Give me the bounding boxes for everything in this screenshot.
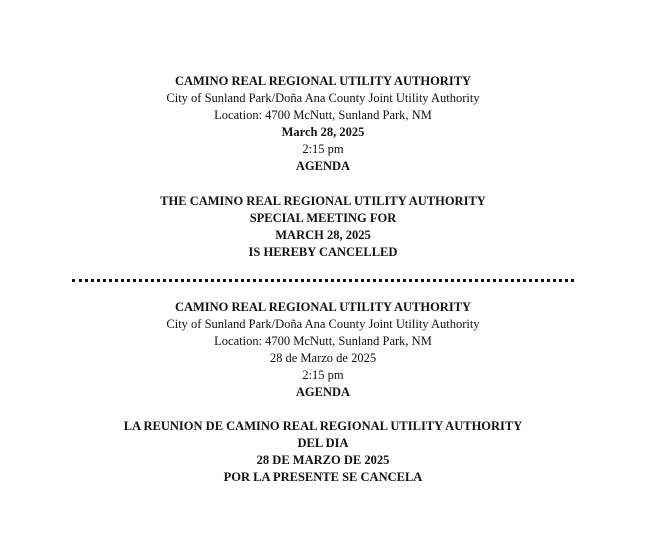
- notice-line: IS HEREBY CANCELLED: [248, 245, 398, 259]
- joint-authority-name: City of Sunland Park/Doña Ana County Joint Utility Authority: [166, 91, 480, 105]
- meeting-time: 2:15 pm: [302, 368, 344, 382]
- meeting-date: March 28, 2025: [281, 125, 365, 139]
- joint-authority-name: City of Sunland Park/Doña Ana County Joint Utility Authority: [166, 317, 480, 331]
- notice-line: THE CAMINO REAL REGIONAL UTILITY AUTHORITY: [160, 194, 486, 208]
- org-name: CAMINO REAL REGIONAL UTILITY AUTHORITY: [174, 300, 472, 314]
- spanish-cancellation-notice: [0, 418, 646, 486]
- agenda-heading: AGENDA: [295, 159, 351, 173]
- notice-line: POR LA PRESENTE SE CANCELA: [223, 470, 423, 484]
- english-header: [0, 73, 646, 175]
- notice-line: DEL DIA: [297, 436, 349, 450]
- org-name: CAMINO REAL REGIONAL UTILITY AUTHORITY: [174, 74, 472, 88]
- notice-line: LA REUNION DE CAMINO REAL REGIONAL UTILITY AUTHORITY: [123, 419, 523, 433]
- spanish-header: [0, 299, 646, 401]
- notice-line: MARCH 28, 2025: [275, 228, 371, 242]
- meeting-time: 2:15 pm: [302, 142, 344, 156]
- notice-line: SPECIAL MEETING FOR: [249, 211, 397, 225]
- dotted-divider: [72, 279, 574, 282]
- notice-line: 28 DE MARZO DE 2025: [256, 453, 390, 467]
- meeting-location: Location: 4700 McNutt, Sunland Park, NM: [214, 108, 432, 122]
- english-cancellation-notice: [0, 193, 646, 261]
- meeting-location: Location: 4700 McNutt, Sunland Park, NM: [214, 334, 432, 348]
- meeting-date: 28 de Marzo de 2025: [269, 351, 377, 365]
- agenda-heading: AGENDA: [295, 385, 351, 399]
